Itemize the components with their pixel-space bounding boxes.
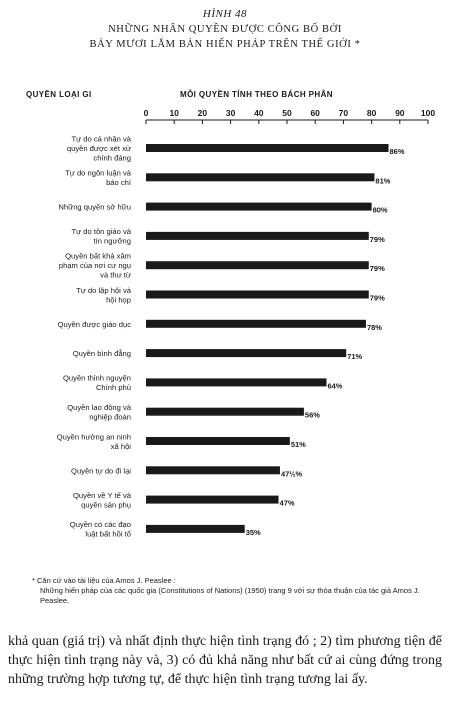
tick-label: 20 xyxy=(197,108,208,118)
data-label: 64% xyxy=(327,381,343,391)
bar-chart xyxy=(0,100,450,565)
category-label-line: báo chí xyxy=(106,178,131,188)
category-label-line: xã hội xyxy=(110,441,131,451)
category-label xyxy=(63,374,131,393)
tick-label: 60 xyxy=(310,108,320,118)
bar xyxy=(146,320,366,328)
data-label: 80% xyxy=(372,205,388,215)
category-label xyxy=(73,491,132,510)
category-label xyxy=(67,403,132,422)
footnote-source: * Căn cứ vào tài liệu của Amos J. Peaslee : xyxy=(32,576,176,585)
value-axis xyxy=(144,108,436,124)
bar xyxy=(146,466,280,474)
category-label xyxy=(73,349,131,358)
page-body-text: khả quan (giá trị) và nhất định thực hiện tình trạng đó ; 2) tìm phương tiện để thực hiện tình trạng này và, 3) có đủ khả năng như bất cứ ai cùng đứng trong những trường hợp tương tự, để thực hiện tình trạng tương lai ấy. xyxy=(8,634,442,687)
category-label-line: Quyền được giáo dục xyxy=(57,319,131,329)
category-label-line: Tự do tôn giáo và xyxy=(71,227,131,237)
data-label: 56% xyxy=(304,410,320,420)
data-label: 78% xyxy=(366,322,382,332)
category-label-line: Tự do lập hội và xyxy=(76,285,131,295)
figure-label: HÌNH 48 xyxy=(202,8,248,20)
category-label-line: chính đáng xyxy=(93,153,131,163)
category-label-line: Quyền lao động và xyxy=(67,402,131,412)
data-label: 47½% xyxy=(280,469,303,479)
category-label-line: Quyền thỉnh nguyện xyxy=(63,373,131,383)
category-label xyxy=(67,135,132,163)
tick-label: 10 xyxy=(169,108,179,118)
data-label: 81% xyxy=(375,176,391,186)
footnote-detail: Những hiến pháp của các quốc gia (Constitutions of Nations) (1950) trang 9 với sự thỏa thuận của tác giả Amos J. Peaslee. xyxy=(40,586,420,605)
bar xyxy=(146,349,346,357)
value-axis-header: MỖI QUYỀN TÍNH THEO BÁCH PHÂN xyxy=(180,90,333,99)
category-label xyxy=(76,286,132,305)
data-label: 71% xyxy=(347,352,363,362)
tick-label: 100 xyxy=(420,108,436,118)
category-labels xyxy=(57,135,132,539)
category-label xyxy=(71,227,131,246)
category-label-line: Quyền bình đẳng xyxy=(72,349,131,359)
category-label-line: hội họp xyxy=(106,295,131,305)
data-label: 79% xyxy=(369,234,385,244)
tick-label: 80 xyxy=(366,108,377,118)
category-axis-header: QUYỀN LOẠI GI xyxy=(26,90,92,99)
category-label-line: và thư từ xyxy=(100,270,131,280)
data-label: 35% xyxy=(245,527,261,537)
category-label-line: Những quyền sở hữu xyxy=(58,202,131,212)
category-label-line: Quyền có các đạo xyxy=(69,520,131,530)
tick-label: 90 xyxy=(395,108,405,118)
category-label-line: quyền sản phụ xyxy=(81,500,131,510)
category-label xyxy=(57,432,132,451)
bar xyxy=(146,408,304,416)
data-label: 47% xyxy=(279,498,295,508)
tick-label: 50 xyxy=(282,108,292,118)
bar xyxy=(146,437,290,445)
category-label xyxy=(65,169,132,188)
chart-title-line2: BẢY MƯƠI LĂM BẢN HIẾN PHÁP TRÊN THẾ GIỚI * xyxy=(89,39,361,50)
category-label xyxy=(58,203,131,212)
bar xyxy=(146,232,369,240)
category-label-line: luật bất hồi tố xyxy=(85,529,131,539)
category-label-line: Quyền về Y tế và xyxy=(73,490,131,500)
category-label-line: phạm của nơi cư ngụ xyxy=(58,261,131,271)
category-label-line: Tự do cá nhân và xyxy=(71,134,131,144)
category-label-line: quyền được xét xử xyxy=(66,144,131,153)
category-label xyxy=(58,320,132,329)
data-label: 51% xyxy=(290,440,306,449)
bar xyxy=(146,378,326,386)
bar xyxy=(146,261,369,269)
category-label xyxy=(59,252,131,280)
category-label xyxy=(71,466,131,475)
category-label-line: Tự do ngôn luận và xyxy=(65,168,131,178)
tick-label: 0 xyxy=(143,108,149,118)
bar xyxy=(146,173,374,181)
bar xyxy=(146,525,245,533)
data-label: 79% xyxy=(369,293,385,303)
tick-label: 40 xyxy=(254,108,264,118)
data-label: 79% xyxy=(369,264,385,274)
tick-label: 70 xyxy=(338,108,349,118)
chart-title-line1: NHỮNG NHÂN QUYỀN ĐƯỢC CÔNG BỐ BỞI xyxy=(108,24,342,35)
bars xyxy=(146,144,389,533)
category-label-line: Quyền tự do đi lại xyxy=(71,466,131,476)
bar xyxy=(146,203,372,211)
bar xyxy=(146,496,279,504)
category-label-line: tín ngưỡng xyxy=(93,236,131,246)
category-label xyxy=(70,520,132,539)
bar xyxy=(146,291,369,299)
bar xyxy=(146,144,389,152)
category-label-line: Quyền hưởng an ninh xyxy=(56,432,131,442)
category-label-line: Chính phủ xyxy=(95,383,131,393)
category-label-line: nghiệp đoàn xyxy=(89,412,131,422)
data-label: 86% xyxy=(389,147,405,156)
category-label-line: Quyền bất khả xâm xyxy=(65,251,131,261)
tick-label: 30 xyxy=(225,108,236,118)
